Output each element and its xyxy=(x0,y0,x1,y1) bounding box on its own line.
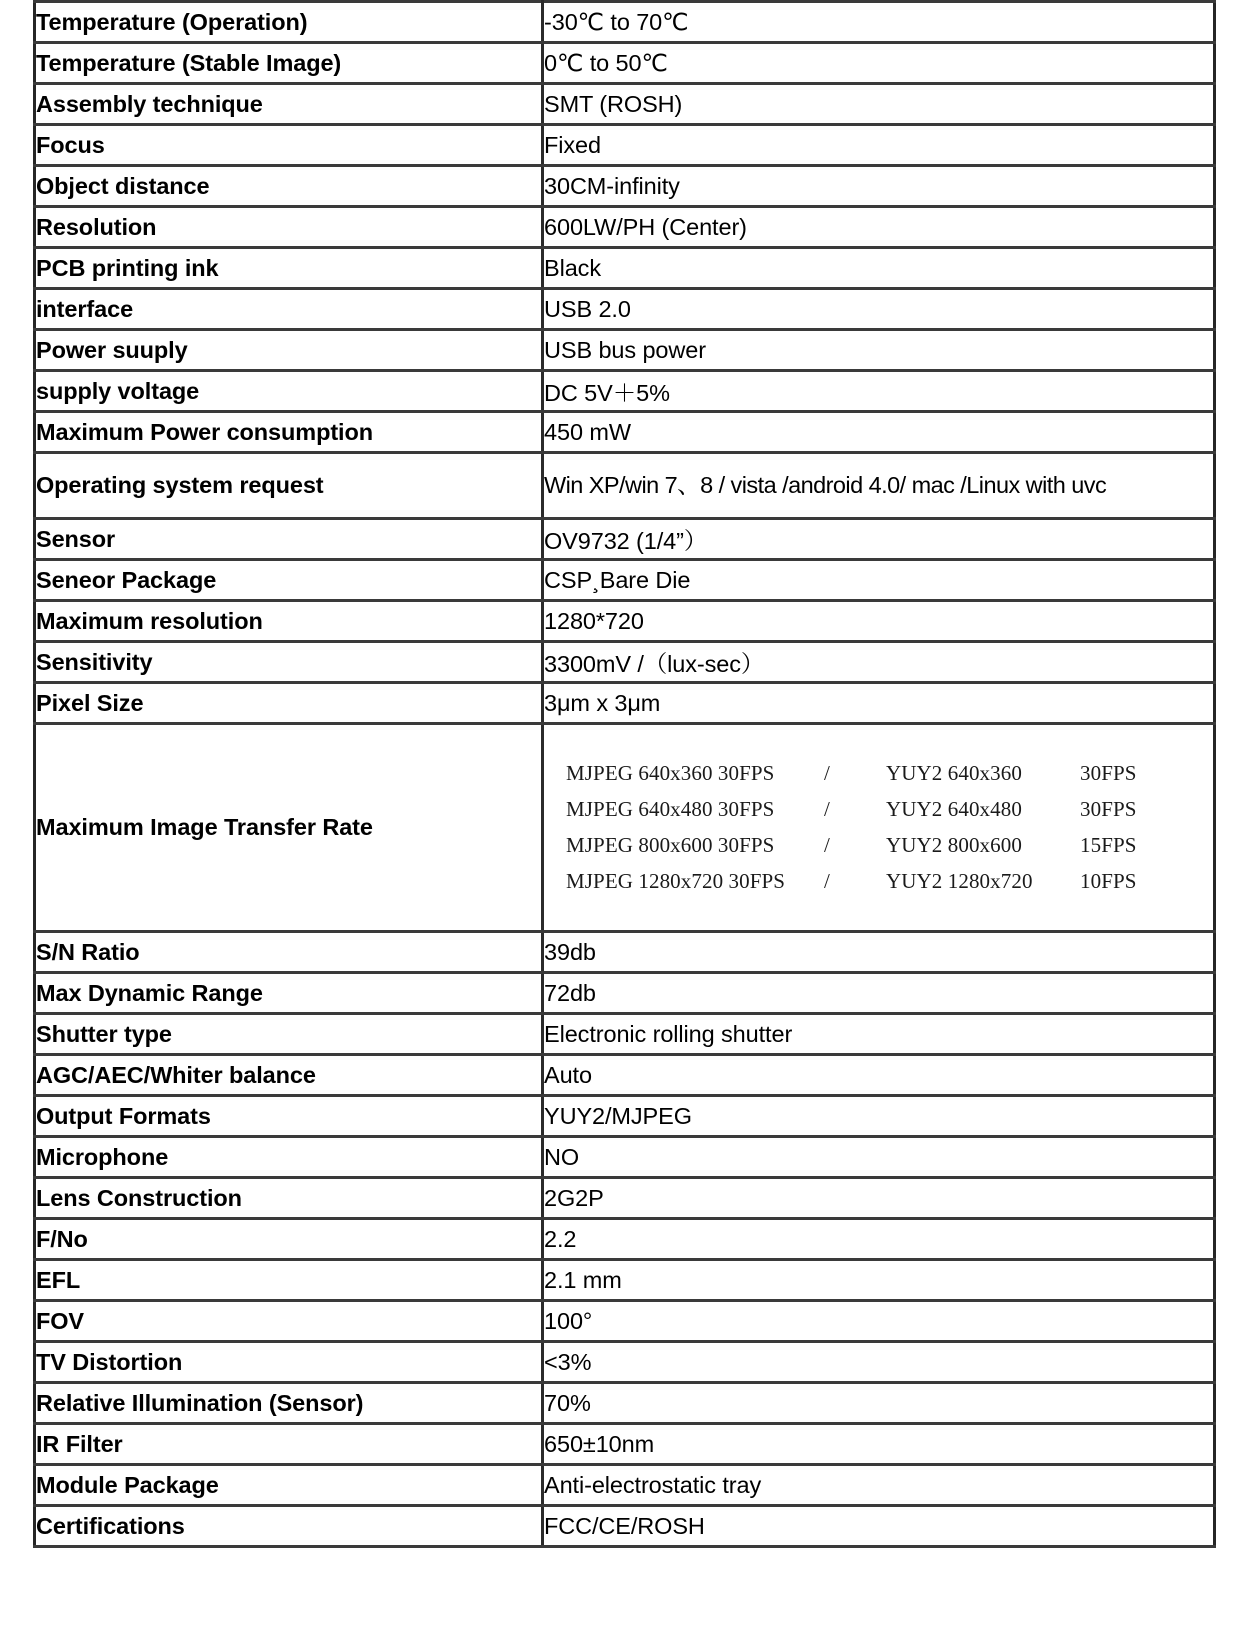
spec-label: Microphone xyxy=(35,1137,543,1178)
spec-value: Fixed xyxy=(543,125,1215,166)
table-row xyxy=(35,125,1215,166)
spec-value: 600LW/PH (Center) xyxy=(543,207,1215,248)
table-row xyxy=(35,1465,1215,1506)
transfer-fps: 30FPS xyxy=(1080,761,1137,785)
table-row xyxy=(35,330,1215,371)
spec-value: Win XP/win 7、8 / vista /android 4.0/ mac /Linux with uvc xyxy=(543,453,1215,519)
spec-value: CSP¸Bare Die xyxy=(543,560,1215,601)
spec-label: Sensitivity xyxy=(35,642,543,683)
spec-value: 0℃ to 50℃ xyxy=(543,43,1215,84)
spec-label: IR Filter xyxy=(35,1424,543,1465)
table-row xyxy=(35,1424,1215,1465)
spec-label: Operating system request xyxy=(35,453,543,519)
transfer-separator: / xyxy=(824,833,830,857)
transfer-yuy2: YUY2 1280x720 xyxy=(886,869,1033,893)
spec-label: TV Distortion xyxy=(35,1342,543,1383)
transfer-rate-line xyxy=(566,761,1213,786)
spec-value: -30℃ to 70℃ xyxy=(543,2,1215,43)
table-row xyxy=(35,560,1215,601)
transfer-yuy2: YUY2 800x600 xyxy=(886,833,1022,857)
table-row xyxy=(35,1383,1215,1424)
spec-value: 2.1 mm xyxy=(543,1260,1215,1301)
spec-label: Maximum Image Transfer Rate xyxy=(35,724,543,932)
transfer-mjpeg: MJPEG 800x600 30FPS xyxy=(566,833,775,857)
spec-value: 1280*720 xyxy=(543,601,1215,642)
table-row xyxy=(35,932,1215,973)
transfer-separator: / xyxy=(824,797,830,821)
spec-value: USB 2.0 xyxy=(543,289,1215,330)
spec-value: NO xyxy=(543,1137,1215,1178)
spec-label: Temperature (Stable Image) xyxy=(35,43,543,84)
spec-value: 39db xyxy=(543,932,1215,973)
spec-label: Certifications xyxy=(35,1506,543,1547)
spec-label: Output Formats xyxy=(35,1096,543,1137)
table-row xyxy=(35,207,1215,248)
spec-label: Focus xyxy=(35,125,543,166)
table-row xyxy=(35,371,1215,412)
table-row xyxy=(35,248,1215,289)
table-row xyxy=(35,2,1215,43)
spec-label: Power suuply xyxy=(35,330,543,371)
spec-value: Black xyxy=(543,248,1215,289)
spec-value: 3300mV /（lux-sec） xyxy=(543,642,1215,683)
spec-value: 100° xyxy=(543,1301,1215,1342)
spec-value: Electronic rolling shutter xyxy=(543,1014,1215,1055)
spec-label: EFL xyxy=(35,1260,543,1301)
spec-label: Temperature (Operation) xyxy=(35,2,543,43)
specification-table xyxy=(33,0,1216,1548)
spec-value: <3% xyxy=(543,1342,1215,1383)
spec-value: USB bus power xyxy=(543,330,1215,371)
spec-value: SMT (ROSH) xyxy=(543,84,1215,125)
table-row xyxy=(35,1178,1215,1219)
table-row xyxy=(35,412,1215,453)
spec-label: supply voltage xyxy=(35,371,543,412)
spec-label: Lens Construction xyxy=(35,1178,543,1219)
table-row-transfer-rate xyxy=(35,724,1215,932)
transfer-yuy2: YUY2 640x480 xyxy=(886,797,1022,821)
transfer-mjpeg: MJPEG 1280x720 30FPS xyxy=(566,869,786,893)
transfer-mjpeg: MJPEG 640x360 30FPS xyxy=(566,761,775,785)
transfer-fps: 30FPS xyxy=(1080,797,1137,821)
spec-value: DC 5V＋5% xyxy=(543,371,1215,412)
spec-value: 2G2P xyxy=(543,1178,1215,1219)
table-row xyxy=(35,601,1215,642)
table-row xyxy=(35,1342,1215,1383)
spec-label: AGC/AEC/Whiter balance xyxy=(35,1055,543,1096)
spec-value: FCC/CE/ROSH xyxy=(543,1506,1215,1547)
spec-value: OV9732 (1/4”） xyxy=(543,519,1215,560)
transfer-yuy2: YUY2 640x360 xyxy=(886,761,1022,785)
spec-label: Sensor xyxy=(35,519,543,560)
table-row xyxy=(35,1014,1215,1055)
table-row xyxy=(35,1506,1215,1547)
spec-label: Assembly technique xyxy=(35,84,543,125)
spec-label: interface xyxy=(35,289,543,330)
table-row xyxy=(35,43,1215,84)
spec-value: 3μm x 3μm xyxy=(543,683,1215,724)
table-row xyxy=(35,1301,1215,1342)
table-row xyxy=(35,973,1215,1014)
transfer-rate-line xyxy=(566,833,1213,858)
spec-value: Auto xyxy=(543,1055,1215,1096)
specification-table-body xyxy=(35,2,1215,1547)
transfer-separator: / xyxy=(824,869,830,893)
transfer-mjpeg: MJPEG 640x480 30FPS xyxy=(566,797,775,821)
spec-label: F/No xyxy=(35,1219,543,1260)
spec-label: S/N Ratio xyxy=(35,932,543,973)
transfer-fps: 10FPS xyxy=(1080,869,1137,893)
transfer-separator: / xyxy=(824,761,830,785)
spec-value: 2.2 xyxy=(543,1219,1215,1260)
spec-label: Module Package xyxy=(35,1465,543,1506)
spec-value: 72db xyxy=(543,973,1215,1014)
table-row xyxy=(35,642,1215,683)
spec-value xyxy=(543,724,1215,932)
table-row xyxy=(35,1219,1215,1260)
spec-label: PCB printing ink xyxy=(35,248,543,289)
spec-value: 70% xyxy=(543,1383,1215,1424)
transfer-rate-line xyxy=(566,797,1213,822)
table-row xyxy=(35,84,1215,125)
spec-value: 30CM-infinity xyxy=(543,166,1215,207)
spec-value: Anti-electrostatic tray xyxy=(543,1465,1215,1506)
table-row xyxy=(35,1137,1215,1178)
spec-label: Pixel Size xyxy=(35,683,543,724)
spec-label: FOV xyxy=(35,1301,543,1342)
transfer-fps: 15FPS xyxy=(1080,833,1137,857)
spec-label: Maximum resolution xyxy=(35,601,543,642)
transfer-rate-line xyxy=(566,869,1213,894)
table-row xyxy=(35,453,1215,519)
spec-value: YUY2/MJPEG xyxy=(543,1096,1215,1137)
spec-value: 650±10nm xyxy=(543,1424,1215,1465)
spec-label: Relative Illumination (Sensor) xyxy=(35,1383,543,1424)
transfer-rate-list xyxy=(566,761,1213,894)
spec-label: Object distance xyxy=(35,166,543,207)
table-row xyxy=(35,519,1215,560)
spec-label: Max Dynamic Range xyxy=(35,973,543,1014)
spec-label: Seneor Package xyxy=(35,560,543,601)
spec-value: 450 mW xyxy=(543,412,1215,453)
spec-label: Maximum Power consumption xyxy=(35,412,543,453)
table-row xyxy=(35,1055,1215,1096)
spec-label: Shutter type xyxy=(35,1014,543,1055)
table-row xyxy=(35,289,1215,330)
table-row xyxy=(35,683,1215,724)
table-row xyxy=(35,1096,1215,1137)
table-row xyxy=(35,1260,1215,1301)
table-row xyxy=(35,166,1215,207)
spec-label: Resolution xyxy=(35,207,543,248)
